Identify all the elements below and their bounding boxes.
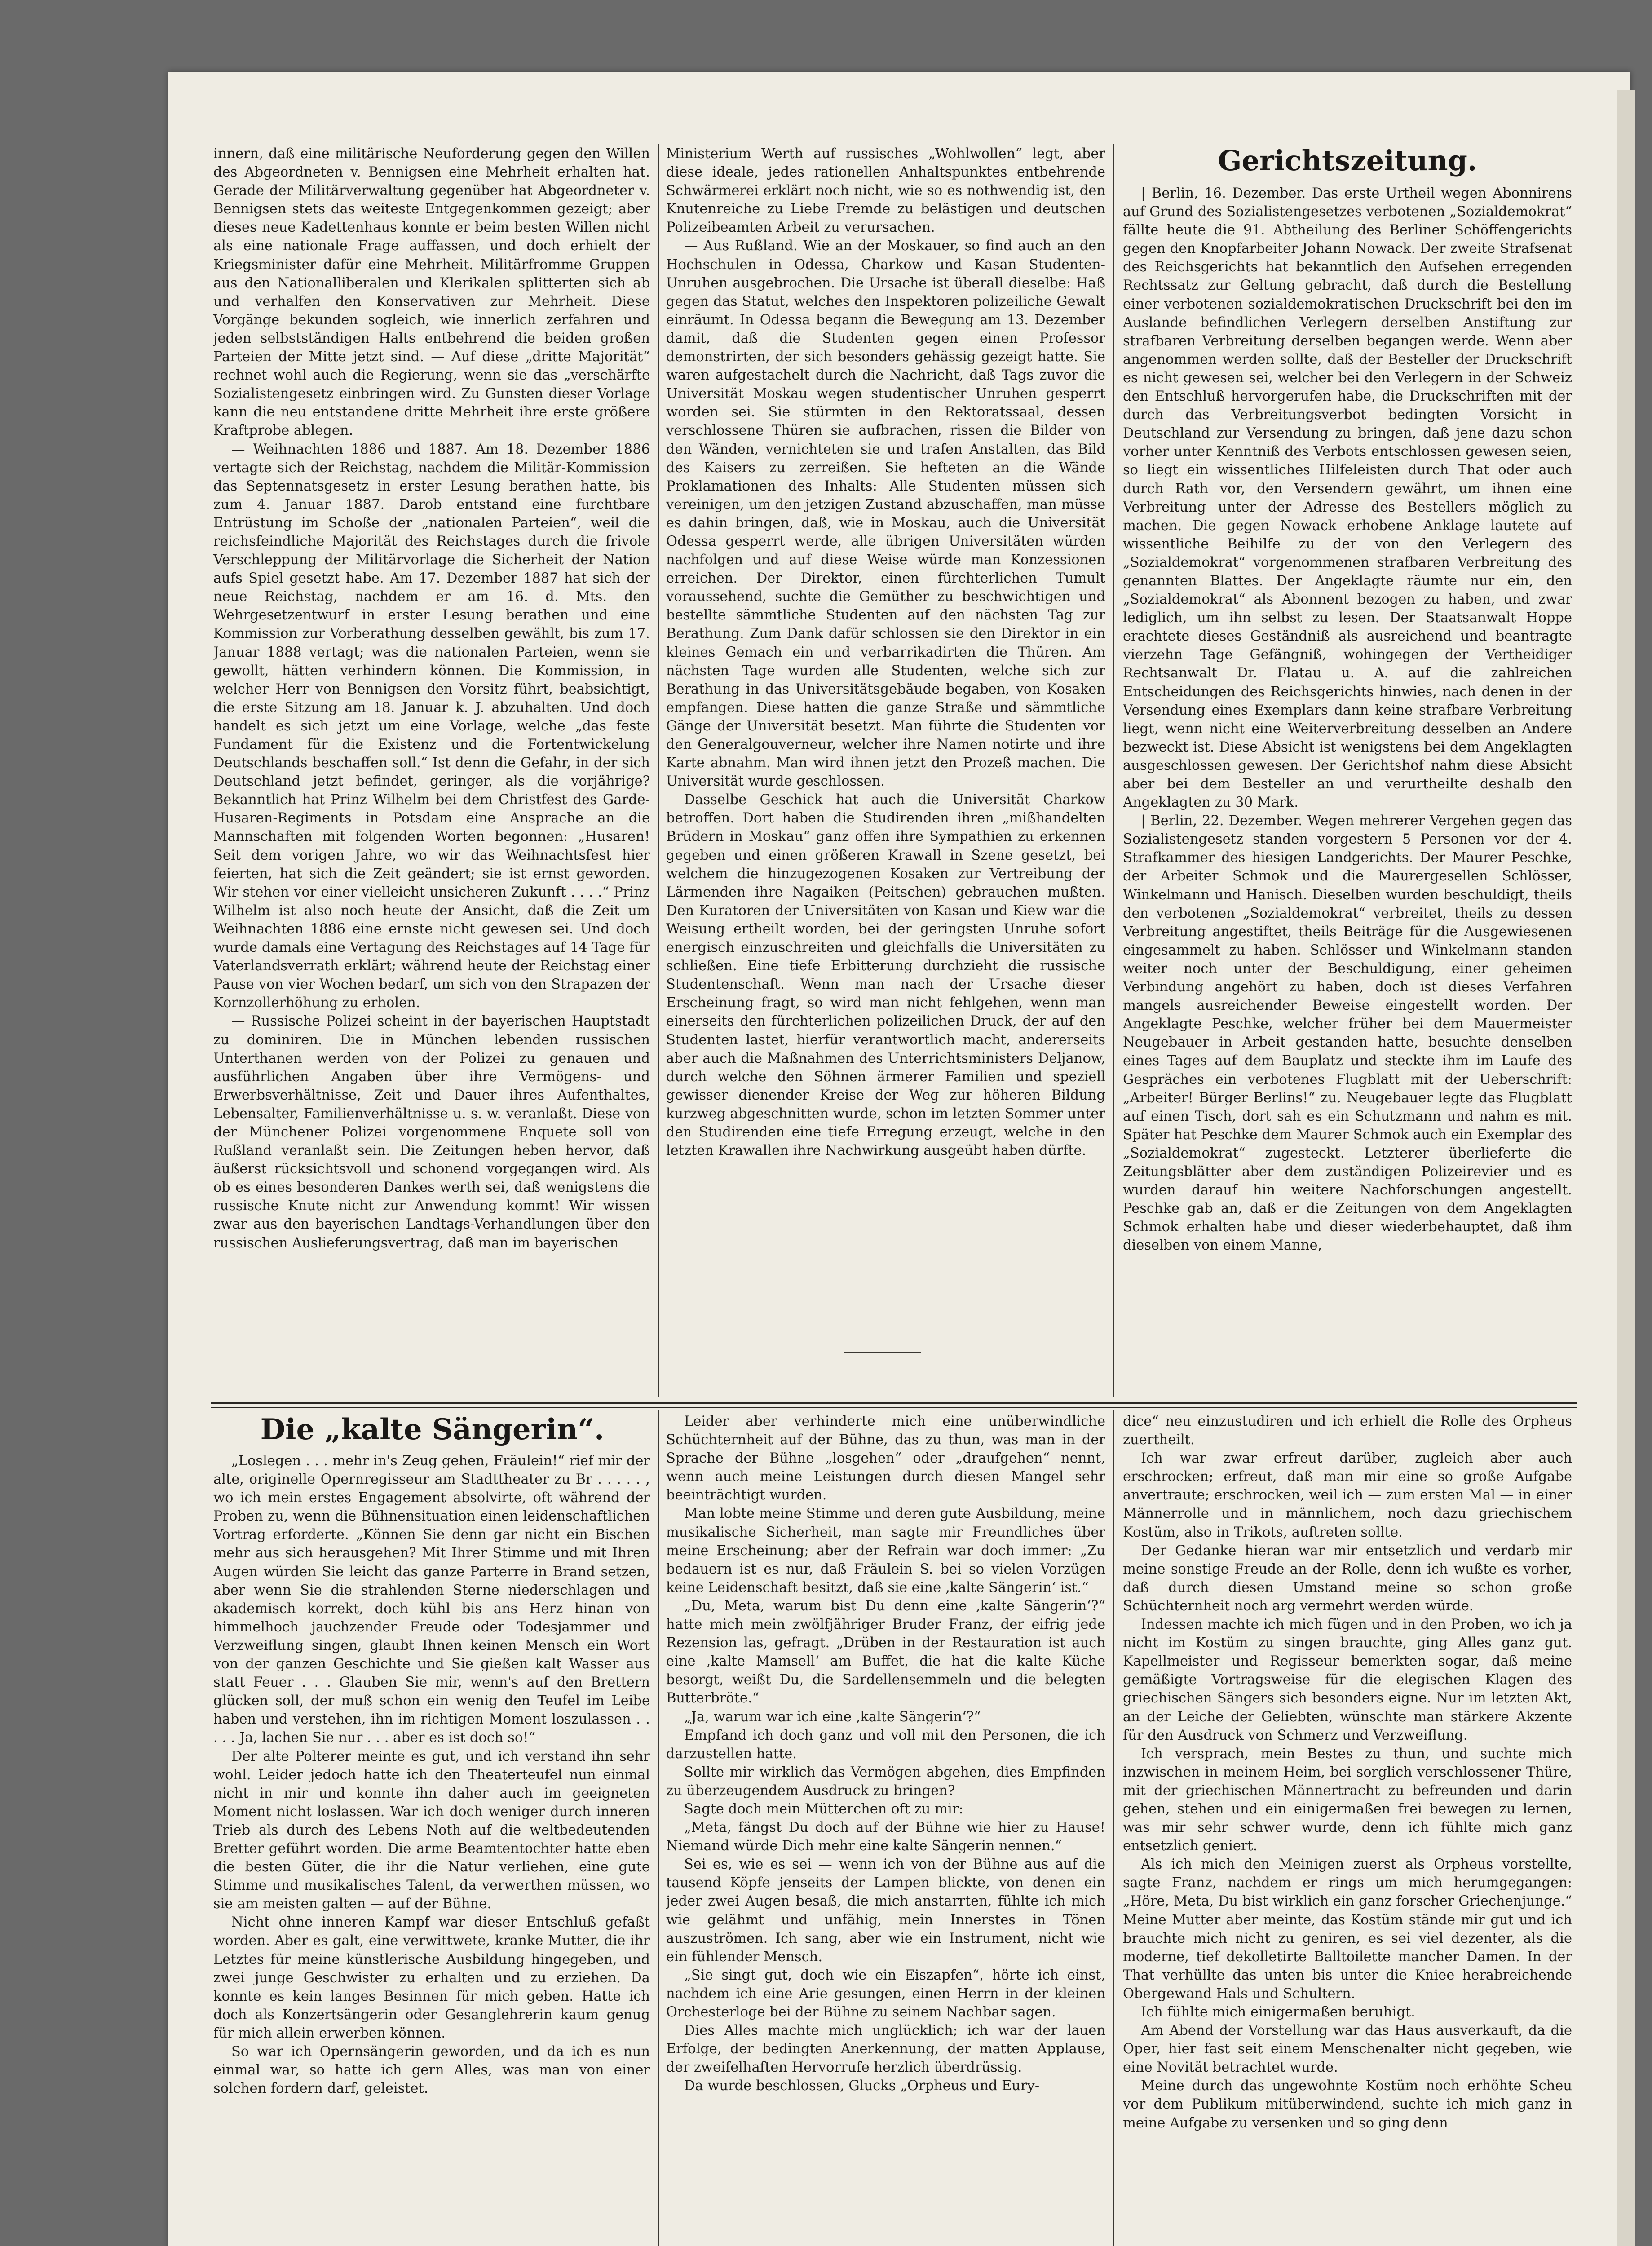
section-heading-gerichtszeitung: Gerichtszeitung. [1218, 144, 1477, 177]
column-rule [1113, 144, 1114, 1397]
court-report-16-dezember: | Berlin, 16. Dezember. Das erste Urtheil wegen Abonnirens auf Grund des Sozialistengesetzes verbotenen „Sozialdemokrat“ fällte heute die 91. Abtheilung des Berliner Schöffengerichts gegen den Knopfarbeiter Johann Nowack. Der zweite Strafsenat des Reichsgerichts hat bekanntlich den Aufsehen erregenden Rechtssatz zur Geltung gebracht, daß durch die Bestellung einer verbotenen sozialdemokratischen Druckschrift bei den im Auslande befindlichen Verlegern derselben Anstiftung zur strafbaren Verbreitung derselben begangen werde. Wenn aber angenommen werden sollte, daß der Besteller der Druckschrift es nicht gewesen sei, welcher bei den Verlegern in der Schweiz den Entschluß hervorgerufen habe, die Druckschriften mit der durch das Verbreitungsverbot bedingten Vorsicht in Deutschland zur Versendung zu bringen, daß jene dazu schon vorher unter Kenntniß des Verbots entschlossen gewesen seien, so liegt ein wissentliches Hilfeleisten durch That oder auch durch Rath vor, den Versendern gewährt, um ihnen eine Verbreitung unter der Adresse des Bestellers möglich zu machen. Die gegen Nowack erhobene Anklage lautete auf wissentliche Beihilfe zu der von den Verlegern des „Sozialdemokrat“ vorgenommenen strafbaren Verbreitung des genannten Blattes. Der Angeklagte räumte nur ein, den „Sozialdemokrat“ als Abonnent bezogen zu haben, und zwar lediglich, um ihn selbst zu lesen. Der Staatsanwalt Hoppe erachtete dieses Geständniß als ausreichend und beantragte vierzehn Tage Gefängniß, wohingegen der Vertheidiger Rechtsanwalt Dr. Flatau u. A. auf die zahlreichen Entscheidungen des Reichsgerichts hinwies, nach denen in der Versendung eines Exemplars dann keine strafbare Verbreitung liegt, wenn nicht eine Weiterverbreitung desselben an Andere bezweckt ist. Diese Absicht ist wenigstens bei dem Angeklagten ausgeschlossen gewesen. Der Gerichtshof nahm diese Absicht aber bei dem Besteller an und verurtheilte deshalb den Angeklagten zu 30 Mark. [1123, 186, 1572, 811]
paragraph: „Loslegen . . . mehr in's Zeug gehen, Fräulein!“ rief mir der alte, originelle Opernregisseur am Stadttheater zu Br . . . . . , wo ich mein erstes Engagement absolvirte, oft während der Proben zu, wenn die Bühnensituation einen leidenschaftlichen Vortrag erforderte. „Können Sie denn gar nicht ein Bischen mehr aus sich herausgehen? Mit Ihrer Stimme und mit Ihren Augen würden Sie leicht das ganze Parterre in Brand setzen, aber wenn Sie die strahlenden Sterne niederschlagen und akademisch korrekt, doch kühl bis ans Herz hinan von himmelhoch jauchzender Freude oder Todesjammer und Verzweiflung singen, glaubt Ihnen keinen Mensch ein Wort von der ganzen Geschichte und Sie gießen kalt Wasser aus statt Feuer . . . Glauben Sie mir, wenn's auf den Brettern glücken soll, der muß schon ein wenig den Teufel im Leibe haben und verstehen, ihn im richtigen Moment loszulassen . . . . . Ja, lachen Sie nur . . . aber es ist doch so!“ [213, 1453, 650, 1746]
paragraph: Ich versprach, mein Bestes zu thun, und suchte mich inzwischen in meinem Heim, bei sorglich verschlossener Thüre, mit der griechischen Männertracht zu befreunden und darin gehen, stehen und ein einigermaßen frei bewegen zu lernen, was mir sehr schwer wurde, denn ich fühlte mich ganz entsetzlich geniert. [1123, 1746, 1572, 1854]
paragraph: Sei es, wie es sei — wenn ich von der Bühne aus auf die tausend Köpfe jenseits der Lampen blickte, von denen ein jeder zwei Augen besaß, die mich anstarrten, fühlte ich mich wie gelähmt und unfähig, mein Innerstes in Tönen auszuströmen. Ich sang, aber wie ein Instrument, nicht wie ein fühlender Mensch. [666, 1857, 1105, 1965]
paragraph: Der alte Polterer meinte es gut, und ich verstand ihn sehr wohl. Leider jedoch hatte ich den Theaterteufel nun einmal nicht in mir und konnte ihn daher auch im geeigneten Moment nicht loslassen. War ich doch weniger durch inneren Trieb als durch des Lebens Noth auf die weltbedeutenden Bretter geführt worden. Die arme Beamtentochter hatte eben die besten Güter, die ihr die Natur verliehen, eine gute Stimme und musikalisches Talent, da verwerthen müssen, wo sie am meisten galten — auf der Bühne. [213, 1748, 650, 1912]
top-column-2 [666, 145, 1105, 1322]
paragraph: Dies Alles machte mich unglücklich; ich war der lauen Erfolge, der bedingten Anerkennung, der matten Applause, der zweifelhaften Hervorrufe herzlich überdrüssig. [666, 2023, 1105, 2076]
paragraph: Sollte mir wirklich das Vermögen abgehen, dies Empfinden zu überzeugendem Ausdruck zu bringen? [666, 1764, 1105, 1799]
page-edge [1617, 90, 1635, 2246]
paragraph: Ich fühlte mich einigermaßen beruhigt. [1141, 2004, 1415, 2020]
paragraph: Der Gedanke hieran war mir entsetzlich und verdarb mir meine sonstige Freude an der Rolle, denn ich wußte es vorher, daß durch diesen Umstand meine so schon große Schüchternheit noch arg vermehrt werden würde. [1123, 1543, 1572, 1614]
column-rule [658, 1410, 659, 2246]
paragraph-russische-polizei: — Russische Polizei scheint in der bayerischen Hauptstadt zu dominiren. Die in München lebenden russischen Unterthanen werden von der Polizei zu genauen und ausführlichen Angaben über ihre Vermögens- und Erwerbsverhältnisse, Zeit und Dauer ihres Aufenthaltes, Lebensalter, Familienverhältnisse u. s. w. veranlaßt. Diese von der Münchener Polizei vorgenommene Enquete soll von Rußland veranlaßt sein. Die Zeitungen heben hervor, daß äußerst rücksichtsvoll und schonend vorgegangen wird. Als ob es eines besonderen Dankes werth sei, daß wenigstens die russische Knute nicht zur Anwendung kommt! Wir wissen zwar aus den bayerischen Landtags-Verhandlungen über den russischen Auslieferungsvertrag, daß man im bayerischen [213, 1013, 650, 1251]
paragraph-aus-russland: — Aus Rußland. Wie an der Moskauer, so find auch an den Hochschulen in Odessa, Charkow und Kasan Studenten-Unruhen ausgebrochen. Die Ursache ist überall dieselbe: Haß gegen das Statut, welches den Inspektoren polizeiliche Gewalt einräumt. In Odessa begann die Bewegung am 13. Dezember damit, daß die Studenten gegen einen Professor demonstrirten, der sich besonders gehässig gezeigt hatte. Sie waren aufgestachelt durch die Nachricht, daß Tags zuvor die Universität Moskau wegen studentischer Unruhen gesperrt worden sei. Sie stürmten in den Rektoratssaal, dessen verschlossene Thüren sie aufbrachen, rissen die Bilder von den Wänden, vernichteten sie und trafen Anstalten, das Bild des Kaisers zu zerreißen. Sie hefteten an die Wände Proklamationen des Inhalts: Alle Studenten müssen sich vereinigen, um den jetzigen Zustand abzuschaffen, man müsse es dahin bringen, daß, wie in Moskau, auch die Universität Odessa gesperrt werde, alle übrigen Universitäten würden nachfolgen und auf diese Weise würde man Konzessionen erreichen. Der Direktor, einen fürchterlichen Tumult voraussehend, suchte die Gemüther zu beschwichtigen und bestellte sämmtliche Studenten auf den nächsten Tag zur Berathung. Zum Dank dafür schlossen sie den Direktor in ein kleines Gemach ein und verbarrikadirten die Thüren. Am nächsten Tage wurden alle Studenten, welche sich zur Berathung in das Universitätsgebäude begaben, von Kosaken empfangen. Diese hatten die ganze Straße und sämmtliche Gänge der Universität besetzt. Man führte die Studenten vor den Generalgouverneur, welcher ihre Namen notirte und ihre Karte abnahm. Man wird ihnen jetzt den Prozeß machen. Die Universität wurde geschlossen. [666, 238, 1105, 790]
paragraph: Indessen machte ich mich fügen und in den Proben, wo ich ja nicht im Kostüm zu singen brauchte, ging Alles ganz gut. Kapellmeister und Regisseur bemerkten sogar, daß meine gemäßigte Vortragsweise für die elegischen Klagen des griechischen Sängers sich besonders eigne. Nur im letzten Akt, an der Leiche der Geliebten, wünschte man stärkere Akzente für den Ausdruck von Schmerz und Verzweiflung. [1123, 1617, 1572, 1743]
top-column-3 [1123, 184, 1572, 1397]
column-rule [1113, 1410, 1114, 2246]
paragraph: Als ich mich den Meinigen zuerst als Orpheus vorstellte, sagte Franz, nachdem er rings um mich herumgegangen: „Höre, Meta, Du bist wirklich ein ganz forscher Griechenjunge.“ Meine Mutter aber meinte, das Kostüm stände mir gut und ich brauchte mich nicht zu geniren, es sei viel dezenter, als die moderne, tief dekolletirte Balltoilette mancher Damen. In der That verhüllte das unten bis unter die Kniee herabreichende Obergewand Hals und Schultern. [1123, 1857, 1572, 2002]
paragraph: „Ja, warum war ich eine ‚kalte Sängerin‘?“ [684, 1709, 981, 1725]
paragraph: Am Abend der Vorstellung war das Haus ausverkauft, da die Oper, hier fast seit einem Menschenalter nicht gegeben, wie eine Novität betrachtet wurde. [1123, 2023, 1572, 2076]
paragraph: „Du, Meta, warum bist Du denn eine ‚kalte Sängerin‘?“ hatte mich mein zwölfjähriger Bruder Franz, der eifrig jede Rezension las, gefragt. „Drüben in der Restauration ist auch eine ‚kalte Mamsell‘ am Buffet, die hat die kalte Küche besorgt, weißt Du, die Sardellensemmeln und die belegten Butterbröte.“ [666, 1598, 1105, 1707]
paragraph: innern, daß eine militärische Neuforderung gegen den Willen des Abgeordneten v. Bennigsen eine Mehrheit erhalten hat. Gerade der Militärverwaltung gegenüber hat Abgeordneter v. Bennigsen stets das weiteste Entgegenkommen gezeigt; aber dieses neue Kadettenhaus konnte er beim besten Willen nicht als eine nationale Frage auffassen, und doch erhielt der Kriegsminister dafür eine Mehrheit. Militärfromme Gruppen aus den Nationalliberalen und Klerikalen splitterten sich ab und verhalfen den Konservativen zur Mehrheit. Diese Vorgänge bekunden sogleich, wie innerlich zerfahren und jeden selbstständigen Halts entbehrend die beiden großen Parteien der Mitte jetzt sind. — Auf diese „dritte Majorität“ rechnet wohl auch die Regierung, wenn sie das „verschärfte Sozialistengesetz einbringen wird. Zu Gunsten dieser Vorlage kann die neu entstandene dritte Mehrheit ihre erste größere Kraftprobe ablegen. [213, 146, 650, 439]
paragraph: Ministerium Werth auf russisches „Wohlwollen“ legt, aber diese ideale, jedes rationellen Anhaltspunktes entbehrende Schwärmerei erklärt noch nicht, wie so es nothwendig ist, den Knutenreiche zu Liebe Fremde zu belästigen und deutschen Polizeibeamten Arbeit zu verursachen. [666, 146, 1105, 236]
paragraph: Man lobte meine Stimme und deren gute Ausbildung, meine musikalische Sicherheit, man sagte mir Freundliches über meine Erscheinung; aber der Refrain war doch immer: „Zu bedauern ist es nur, daß Fräulein S. bei so vielen Vorzügen keine Leidenschaft besitzt, daß sie eine ‚kalte Sängerin‘ ist.“ [666, 1506, 1105, 1596]
paragraph-weihnachten: — Weihnachten 1886 und 1887. Am 18. Dezember 1886 vertagte sich der Reichstag, nachdem die Militär-Kommission das Septennatsgesetz in erster Lesung berathen hatte, bis zum 4. Januar 1887. Darob entstand eine furchtbare Entrüstung im Schoße der „nationalen Parteien“, weil die reichsfeindliche Majorität des Reichstages durch die frivole Verschleppung der Militärvorlage die Sicherheit der Nation aufs Spiel gesetzt habe. Am 17. Dezember 1887 hat sich der neue Reichstag, nachdem er am 16. d. Mts. den Wehrgesetzentwurf in erster Lesung berathen und eine Kommission zur Vorberathung desselben gewählt, bis zum 17. Januar 1888 vertagt; was die nationalen Parteien, wenn sie gewollt, hätten verhindern können. Die Kommission, in welcher Herr von Bennigsen den Vorsitz führt, beabsichtigt, die erste Sitzung am 18. Januar k. J. abzuhalten. Und doch handelt es sich jetzt um eine Vorlage, welche „das feste Fundament für die Existenz und die Fortentwickelung Deutschlands beschaffen soll.“ Ist denn die Gefahr, in der sich Deutschland jetzt befindet, geringer, als die vorjährige? Bekanntlich hat Prinz Wilhelm bei dem Christfest des Garde-Husaren-Regiments in Potsdam eine Ansprache an die Mannschaften mit folgenden Worten begonnen: „Husaren! Seit dem vorigen Jahre, wo wir das Weihnachtsfest hier feierten, hat sich die Zeit geändert; sie ist ernst geworden. Wir stehen vor einer vielleicht unsicheren Zukunft . . . .“ Prinz Wilhelm ist also noch heute der Ansicht, daß die Zeit um Weihnachten 1886 eine ernste nicht gewesen sei. Und doch wurde damals eine Vertagung des Reichstages auf 14 Tage für Vaterlandsverrath erklärt; während heute der Reichstag einer Pause von vier Wochen bedarf, um sich von den Strapazen der Kornzollerhöhung zu erholen. [213, 441, 650, 1011]
paragraph: Meine durch das ungewohnte Kostüm noch erhöhte Scheu vor dem Publikum mitüberwindend, suchte ich mich ganz in meine Aufgabe zu versenken und so ging denn [1123, 2078, 1572, 2131]
end-rule [844, 1352, 921, 1353]
paragraph: dice“ neu einzustudiren und ich erhielt die Rolle des Orpheus zuertheilt. [1123, 1414, 1572, 1448]
court-report-22-dezember: | Berlin, 22. Dezember. Wegen mehrerer Vergehen gegen das Sozialistengesetz standen vorgestern 5 Personen vor der 4. Strafkammer des hiesigen Landgerichts. Der Maurer Peschke, der Arbeiter Schmok und die Maurergesellen Schlösser, Winkelmann und Hanisch. Dieselben wurden beschuldigt, theils den verbotenen „Sozialdemokrat“ verbreitet, theils zu dessen Verbreitung angestiftet, theils Beiträge für die Ausgewiesenen eingesammelt zu haben. Schlösser und Winkelmann standen weiter noch unter der Beschuldigung, einer geheimen Verbindung angehört zu haben, doch ist dieses Verfahren mangels ausreichender Beweise eingestellt worden. Der Angeklagte Peschke, welcher früher bei dem Mauermeister Neugebauer in Arbeit gestanden hatte, besuchte denselben eines Tages auf dem Bauplatz und steckte ihm im Laufe des Gespräches ein verbotenes Flugblatt mit der Ueberschrift: „Arbeiter! Bürger Berlins!“ zu. Neugebauer legte das Flugblatt auf einen Tisch, dort sah es ein Schutzmann und nahm es mit. Später hat Peschke dem Maurer Schmok auch ein Exemplar des „Sozialdemokrat“ zugesteckt. Letzterer überlieferte die Zeitungsblätter aber dem zuständigen Polizeirevier und es wurden darauf hin weitere Nachforschungen angestellt. Peschke gab an, daß er die Zeitungen von dem Angeklagten Schmok erhalten habe und dieser wiederbehauptet, daß ihm dieselben von einem Manne, [1123, 813, 1572, 1254]
paragraph-charkow: Dasselbe Geschick hat auch die Universität Charkow betroffen. Dort haben die Studirenden ihren „mißhandelten Brüdern in Moskau“ ganz offen ihre Sympathien zu erkennen gegeben und einen größeren Krawall in Szene gesetzt, bei welchem die hinzugezogenen Kosaken zur Vertreibung der Lärmenden ihre Nagaiken (Peitschen) gebrauchen mußten. Den Kuratoren der Universitäten von Kasan und Kiew war die Weisung ertheilt worden, bei der geringsten Unruhe sofort energisch einzuschreiten und gleichfalls die Universitäten zu schließen. Eine tiefe Erbitterung durchzieht die russische Studentenschaft. Wenn man nach der Ursache dieser Erscheinung fragt, so wird man nicht fehlgehen, wenn man einerseits den fürchterlichen polizeilichen Druck, der auf den Studenten lastet, hierfür verantwortlich macht, andererseits aber auch die Maßnahmen des Unterrichtsministers Deljanow, durch welche den Söhnen ärmerer Familien und speziell gewisser dienender Kreise der Weg zur höheren Bildung kurzweg abgeschnitten wurde, schon im letzten Sommer unter den Studirenden eine tiefe Erregung erzeugt, welche in den letzten Krawallen ihre Nachwirkung ausgeübt haben dürfte. [666, 792, 1105, 1159]
feuilleton-title: Die „kalte Sängerin“. [260, 1413, 605, 1446]
paragraph: Leider aber verhinderte mich eine unüberwindliche Schüchternheit auf der Bühne, das zu thun, was man in der Sprache der Bühne „losgehen“ oder „draufgehen“ nennt, wenn auch meine Leistungen durch diesen Mangel sehr beeinträchtigt wurden. [666, 1414, 1105, 1503]
paragraph: „Meta, fängst Du doch auf der Bühne wie hier zu Hause! Niemand würde Dich mehr eine kalte Sängerin nennen.“ [666, 1820, 1105, 1854]
column-rule [658, 144, 659, 1397]
feuilleton-column-2 [666, 1412, 1105, 2242]
feuilleton-column-3 [1123, 1412, 1572, 2242]
paragraph: Empfand ich doch ganz und voll mit den Personen, die ich darzustellen hatte. [666, 1727, 1105, 1762]
feuilleton-separator [211, 1402, 1577, 1404]
feuilleton-column-1 [213, 1452, 650, 2242]
paragraph: So war ich Opernsängerin geworden, und da ich es nun einmal war, so hatte ich gern Alles, was man von einer solchen fordern darf, geleistet. [213, 2044, 650, 2097]
paragraph: „Sie singt gut, doch wie ein Eiszapfen“, hörte ich einst, nachdem ich eine Arie gesungen, einen Herrn in der kleinen Orchesterloge bei der Bühne zu seinem Nachbar sagen. [666, 1967, 1105, 2020]
feuilleton-separator-thin [211, 1407, 1577, 1408]
paragraph: Nicht ohne inneren Kampf war dieser Entschluß gefaßt worden. Aber es galt, eine verwittwete, kranke Mutter, die ihr Letztes für meine künstlerische Ausbildung hingegeben, und zwei junge Geschwister zu erhalten und zu erziehen. Da konnte es kein langes Besinnen für mich geben. Hatte ich doch als Konzertsängerin oder Gesanglehrerin kaum genug für mich allein erwerben können. [213, 1914, 650, 2041]
paragraph: Da wurde beschlossen, Glucks „Orpheus und Eury- [684, 2078, 1040, 2094]
top-column-1 [213, 145, 650, 1387]
paragraph: Ich war zwar erfreut darüber, zugleich aber auch erschrocken; erfreut, daß man mir eine so große Aufgabe anvertraute; erschrocken, weil ich — zum ersten Mal — in einer Männerrolle und in männlichem, noch dazu griechischem Kostüm, also in Trikots, auftreten sollte. [1123, 1450, 1572, 1540]
paragraph: Sagte doch mein Mütterchen oft zu mir: [684, 1801, 963, 1817]
